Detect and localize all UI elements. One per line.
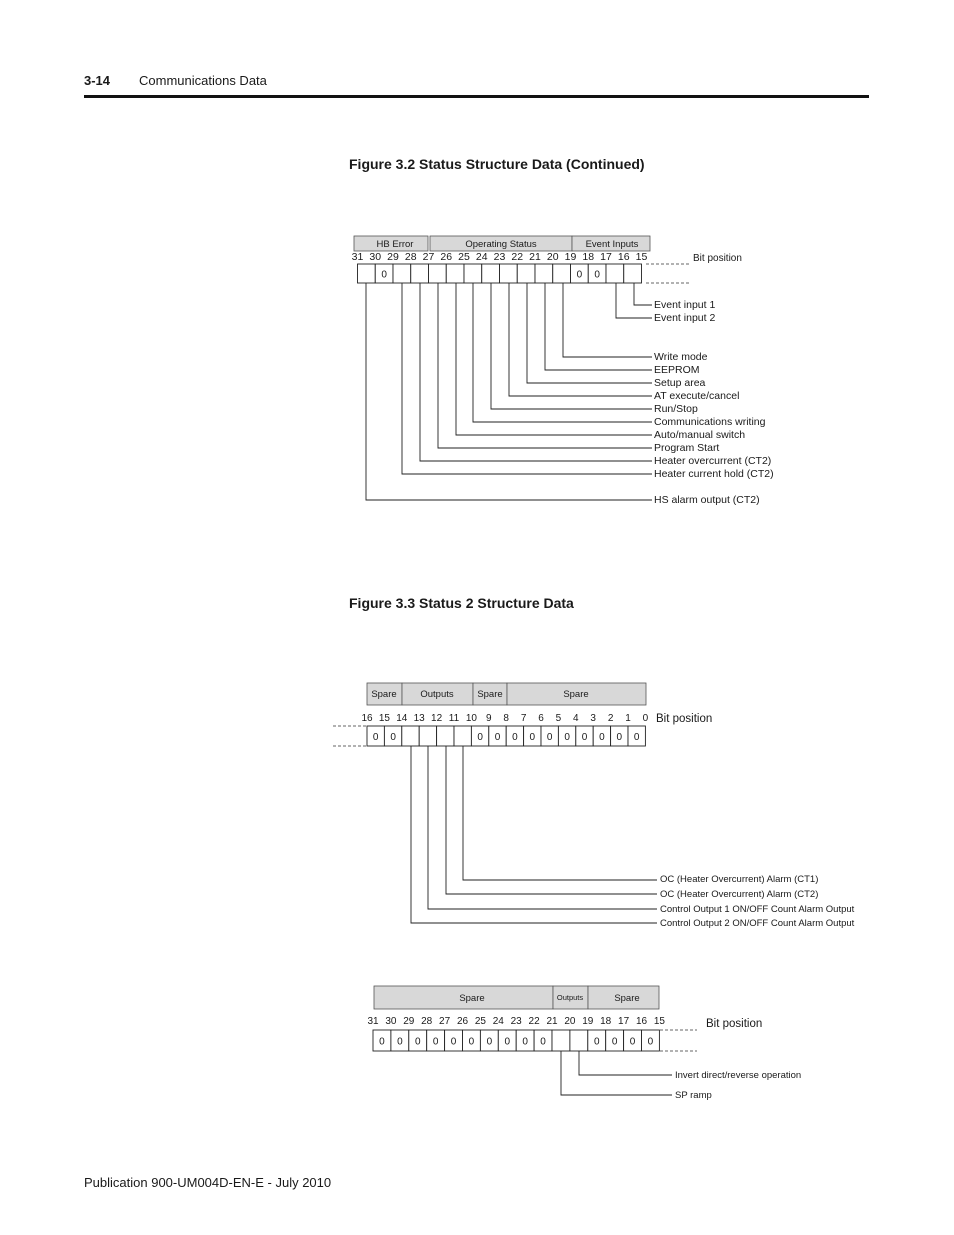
bit-number: 22 <box>511 251 524 263</box>
bit-label: Auto/manual switch <box>654 429 746 441</box>
bit-value: 0 <box>599 732 605 743</box>
bit-number: 16 <box>617 251 630 263</box>
bit-number: 30 <box>385 1016 397 1027</box>
bit-number: 0 <box>642 713 649 724</box>
bit-value: 0 <box>564 732 570 743</box>
bit-label: Event input 2 <box>654 312 716 324</box>
bit-cell <box>411 264 429 283</box>
bit-number: 16 <box>361 713 373 724</box>
bit-number: 9 <box>486 713 492 724</box>
bit-cell <box>464 264 482 283</box>
bit-number: 19 <box>582 1016 594 1027</box>
bit-number: 20 <box>564 1016 576 1027</box>
bit-number: 31 <box>351 251 364 263</box>
bit-value: 0 <box>450 1036 457 1048</box>
bit-cell <box>570 1030 588 1051</box>
bit-label: Control Output 1 ON/OFF Count Alarm Output <box>660 904 855 915</box>
bit-value: 0 <box>414 1036 421 1048</box>
bit-label: Program Start <box>654 442 720 454</box>
bit-label: Invert direct/reverse operation <box>675 1070 802 1081</box>
bit-value: 0 <box>647 1036 654 1048</box>
leader-lines <box>561 1051 672 1095</box>
group-label: HB Error <box>376 239 414 250</box>
bit-number: 20 <box>546 251 559 263</box>
bit-value: 0 <box>397 1036 403 1048</box>
page-number: 3-14 <box>84 73 111 88</box>
bit-cell <box>402 726 419 746</box>
bit-number: 19 <box>564 251 577 263</box>
bit-value: 0 <box>381 269 387 281</box>
bit-cell <box>535 264 553 283</box>
bit-value: 0 <box>529 732 536 743</box>
bit-value: 0 <box>477 732 483 743</box>
bit-number: 30 <box>369 251 382 263</box>
bit-number: 14 <box>396 713 408 724</box>
bit-number: 11 <box>448 713 460 724</box>
bit-cell <box>606 264 624 283</box>
bit-label: Setup area <box>654 377 706 389</box>
bit-number: 12 <box>431 713 443 724</box>
bit-number: 7 <box>520 713 527 724</box>
bit-number: 6 <box>538 713 544 724</box>
bit-label: Event input 1 <box>654 299 716 311</box>
bit-cell <box>419 726 436 746</box>
bit-cell <box>393 264 411 283</box>
bit-number: 25 <box>458 251 470 263</box>
figure-3-2-caption: Figure 3.2 Status Structure Data (Continued) <box>349 156 645 172</box>
bit-number: 5 <box>555 713 562 724</box>
bit-value: 0 <box>522 1036 528 1048</box>
bit-value: 0 <box>432 1036 439 1048</box>
group-label: Spare <box>563 689 589 700</box>
bit-number: 28 <box>421 1016 433 1027</box>
bit-cell <box>552 1030 570 1051</box>
bit-value: 0 <box>390 732 396 743</box>
bit-label: Control Output 2 ON/OFF Count Alarm Output <box>660 918 855 929</box>
bit-cell <box>437 726 454 746</box>
bit-value: 0 <box>512 732 518 743</box>
bit-value: 0 <box>504 1036 511 1048</box>
bit-number: 28 <box>404 251 417 263</box>
bit-number: 15 <box>635 251 648 263</box>
bit-label: HS alarm output (CT2) <box>654 494 760 506</box>
bit-cell <box>482 264 500 283</box>
bit-cell <box>500 264 518 283</box>
bit-position-label: Bit position <box>656 713 713 725</box>
bit-label: Communications writing <box>654 416 766 428</box>
group-label: Spare <box>477 689 503 700</box>
bit-position-label: Bit position <box>693 253 742 264</box>
bit-number: 3 <box>590 713 596 724</box>
group-label: Spare <box>371 689 397 700</box>
bit-number: 18 <box>582 251 595 263</box>
bit-value: 0 <box>593 1036 600 1048</box>
bit-value: 0 <box>468 1036 475 1048</box>
bit-number: 29 <box>387 251 399 263</box>
bit-number: 21 <box>529 251 541 263</box>
bit-label: EEPROM <box>654 364 700 376</box>
group-label: Spare <box>459 993 485 1004</box>
bit-value: 0 <box>616 732 623 743</box>
bit-number: 29 <box>403 1016 415 1027</box>
bit-value: 0 <box>546 732 553 743</box>
bit-number: 10 <box>465 713 477 724</box>
bit-number: 15 <box>653 1016 665 1027</box>
bit-number: 23 <box>493 251 506 263</box>
bit-label: Write mode <box>654 351 708 363</box>
bit-number: 17 <box>618 1016 630 1027</box>
bit-value: 0 <box>576 269 583 281</box>
group-label: Event Inputs <box>585 239 639 250</box>
bit-number: 1 <box>625 713 631 724</box>
bit-value: 0 <box>611 1036 618 1048</box>
bit-value: 0 <box>540 1036 546 1048</box>
bit-number: 15 <box>378 713 390 724</box>
bit-cell <box>358 264 376 283</box>
bit-number: 2 <box>607 713 614 724</box>
bit-number: 24 <box>492 1016 504 1027</box>
footer-publication: Publication 900-UM004D-EN-E - July 2010 <box>84 1175 332 1190</box>
bit-label: Heater overcurrent (CT2) <box>654 455 772 467</box>
bit-cell <box>553 264 571 283</box>
group-label: Spare <box>614 993 640 1004</box>
bit-number: 22 <box>528 1016 540 1027</box>
bit-position-label: Bit position <box>706 1018 763 1030</box>
section-title: Communications Data <box>139 73 267 88</box>
bit-cell <box>454 726 471 746</box>
bit-number: 18 <box>600 1016 612 1027</box>
bit-value: 0 <box>581 732 588 743</box>
bit-number: 21 <box>546 1016 558 1027</box>
group-label: Outputs <box>420 689 454 700</box>
bit-number: 8 <box>503 713 509 724</box>
bit-value: 0 <box>486 1036 493 1048</box>
bit-value: 0 <box>372 732 379 743</box>
leader-lines <box>366 283 652 500</box>
bit-number: 31 <box>367 1016 379 1027</box>
bit-cell <box>429 264 447 283</box>
bit-value: 0 <box>494 732 501 743</box>
bit-value: 0 <box>629 1036 636 1048</box>
bit-number: 27 <box>422 251 435 263</box>
bit-label: Run/Stop <box>654 403 698 415</box>
bit-number: 24 <box>475 251 488 263</box>
bit-number: 27 <box>439 1016 451 1027</box>
group-label: Outputs <box>556 993 584 1002</box>
bit-cell <box>446 264 464 283</box>
bit-number: 23 <box>510 1016 522 1027</box>
bit-number: 13 <box>413 713 425 724</box>
figure-3-3-caption: Figure 3.3 Status 2 Structure Data <box>349 595 574 611</box>
bit-number: 4 <box>573 713 579 724</box>
bit-label: Heater current hold (CT2) <box>654 468 774 480</box>
bit-label: OC (Heater Overcurrent) Alarm (CT2) <box>660 889 819 900</box>
bit-number: 26 <box>456 1016 469 1027</box>
bit-number: 26 <box>440 251 453 263</box>
bit-cell <box>624 264 642 283</box>
bit-value: 0 <box>594 269 600 281</box>
bit-value: 0 <box>633 732 640 743</box>
bit-label: OC (Heater Overcurrent) Alarm (CT1) <box>660 874 819 885</box>
bit-label: AT execute/cancel <box>654 390 740 402</box>
bit-label: SP ramp <box>675 1090 712 1101</box>
leader-lines <box>411 746 657 923</box>
group-label: Operating Status <box>465 239 537 250</box>
bit-cell <box>517 264 535 283</box>
bit-number: 25 <box>474 1016 486 1027</box>
bit-number: 16 <box>635 1016 648 1027</box>
bit-number: 17 <box>600 251 612 263</box>
bit-value: 0 <box>379 1036 385 1048</box>
